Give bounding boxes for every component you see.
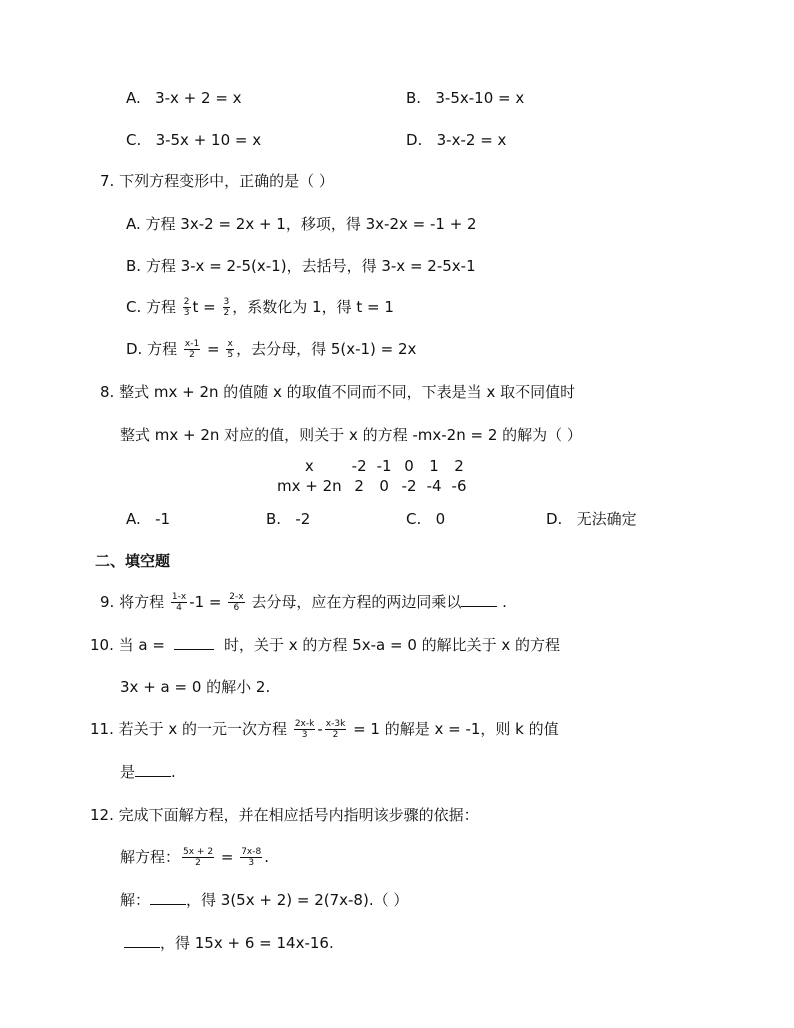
option-text: 3-5x + 10 = x — [155, 131, 262, 149]
option-letter: C. — [126, 131, 142, 149]
q7-option-d — [126, 339, 416, 360]
q12-stem: 12. 完成下面解方程，并在相应括号内指明该步骤的依据： — [90, 806, 479, 824]
numerator: x-3k — [325, 719, 346, 729]
q8-option-c — [406, 509, 445, 529]
q11-line2 — [120, 762, 176, 782]
numerator: 3 — [223, 297, 230, 307]
table-cell: 2 — [454, 457, 464, 475]
table-row — [272, 456, 472, 476]
table-cell: -2 — [351, 457, 367, 475]
option-text: D. 方程 — [126, 340, 178, 358]
q8-stem-line1: 8. 整式 mx + 2n 的值随 x 的取值不同而不同，下表是当 x 取不同值时 — [100, 383, 576, 401]
option-text: = — [206, 340, 220, 358]
denominator: 2 — [189, 350, 195, 360]
q6-option-b — [406, 88, 524, 108]
q7-stem: 7. 下列方程变形中，正确的是（ ） — [100, 172, 334, 190]
option-text: ，系数化为 1，得 t = 1 — [232, 298, 394, 316]
numerator: 1-x — [171, 592, 187, 602]
table-cell: 2 — [354, 477, 364, 495]
q6-option-d — [406, 130, 506, 150]
q8-stem-line2: 整式 mx + 2n 对应的值，则关于 x 的方程 -mx-2n = 2 的解为（ ） — [120, 426, 582, 444]
table-cell: 0 — [404, 457, 414, 475]
question-text: ，得 3(5x + 2) = 2(7x-8).（ ） — [186, 891, 409, 909]
table-cell: mx + 2n — [277, 477, 342, 495]
numerator: 7x-8 — [241, 847, 262, 857]
question-text: 解： — [120, 891, 151, 909]
question-text: -1 = — [189, 593, 222, 611]
option-letter: D. — [406, 131, 423, 149]
question-text: 解方程： — [120, 848, 181, 866]
numerator: x — [227, 339, 233, 349]
option-text: 3-5x-10 = x — [435, 89, 525, 107]
q11-line1 — [90, 719, 559, 740]
table-cell: 0 — [379, 477, 389, 495]
numerator: x-1 — [184, 339, 200, 349]
question-text: . — [171, 763, 176, 781]
table-cell: 1 — [429, 457, 439, 475]
q6-option-c — [126, 130, 261, 150]
question-text: 时，关于 x 的方程 5x-a = 0 的解比关于 x 的方程 — [224, 636, 561, 654]
fraction — [294, 719, 316, 740]
q10-line1 — [90, 635, 560, 655]
denominator: 3 — [301, 730, 308, 740]
table-cell: -2 — [401, 477, 417, 495]
table-cell: -6 — [451, 477, 467, 495]
denominator: 3 — [183, 308, 190, 318]
option-text: 3-x + 2 = x — [155, 89, 242, 107]
numerator: 2-x — [229, 592, 244, 602]
q8-value-table — [272, 456, 472, 496]
option-text: t = — [192, 298, 216, 316]
question-text: 是 — [120, 763, 136, 781]
answer-blank[interactable] — [124, 933, 160, 948]
fraction — [182, 847, 214, 868]
option-text: -2 — [295, 510, 311, 528]
option-text: 3-x-2 = x — [436, 131, 507, 149]
question-text: - — [317, 720, 323, 738]
q7-option-a: A. 方程 3x-2 = 2x + 1，移项，得 3x-2x = -1 + 2 — [126, 215, 477, 233]
answer-blank[interactable] — [135, 762, 171, 777]
option-letter: B. — [406, 89, 422, 107]
option-letter: D. — [546, 510, 563, 528]
q9 — [100, 592, 507, 613]
q8-option-d — [546, 509, 637, 529]
q6-option-a — [126, 88, 242, 108]
q7-option-b: B. 方程 3-x = 2-5(x-1)，去括号，得 3-x = 2-5x-1 — [126, 257, 476, 275]
answer-blank[interactable] — [174, 635, 214, 650]
option-text: ，去分母，得 5(x-1) = 2x — [236, 340, 417, 358]
table-cell: x — [304, 457, 314, 475]
denominator: 6 — [233, 603, 240, 613]
option-letter: B. — [266, 510, 282, 528]
option-text: C. 方程 — [126, 298, 177, 316]
denominator: 5 — [227, 350, 234, 360]
q12-solution-step1 — [120, 890, 408, 910]
table-row — [272, 476, 472, 496]
q8-option-a — [126, 509, 170, 529]
fraction — [226, 339, 234, 360]
fraction — [171, 592, 187, 613]
answer-blank[interactable] — [461, 592, 497, 607]
denominator: 2 — [332, 730, 339, 740]
question-text: 去分母，应在方程的两边同乘以 — [251, 593, 462, 611]
q8-option-b — [266, 509, 310, 529]
fraction — [223, 297, 231, 318]
q12-solution-step2 — [124, 933, 334, 953]
q10-line2: 3x + a = 0 的解小 2. — [120, 678, 271, 696]
question-text: . — [264, 848, 270, 866]
question-text: ，得 15x + 6 = 14x-16. — [160, 934, 334, 952]
denominator: 3 — [248, 858, 255, 868]
option-text: -1 — [155, 510, 171, 528]
option-letter: A. — [126, 89, 141, 107]
denominator: 2 — [195, 858, 201, 868]
numerator: 2 — [183, 297, 190, 307]
question-text: 9. 将方程 — [100, 593, 165, 611]
option-text: 0 — [435, 510, 446, 528]
option-text: 无法确定 — [576, 510, 637, 528]
fraction — [240, 847, 262, 868]
section-heading: 二、填空题 — [95, 552, 171, 570]
question-text: . — [502, 593, 507, 611]
table-cell: -1 — [376, 457, 392, 475]
option-letter: C. — [406, 510, 422, 528]
denominator: 4 — [176, 603, 182, 613]
q12-equation — [120, 847, 269, 868]
fraction — [183, 297, 191, 318]
answer-blank[interactable] — [150, 890, 186, 905]
question-text: 10. 当 a = — [90, 636, 165, 654]
fraction — [184, 339, 200, 360]
numerator: 5x + 2 — [183, 847, 214, 857]
question-text: = 1 的解是 x = -1，则 k 的值 — [353, 720, 559, 738]
table-cell: -4 — [426, 477, 442, 495]
fraction — [228, 592, 244, 613]
question-text: = — [220, 848, 234, 866]
q7-option-c — [126, 297, 394, 318]
option-letter: A. — [126, 510, 141, 528]
question-text: 11. 若关于 x 的一元一次方程 — [90, 720, 288, 738]
numerator: 2x-k — [294, 719, 315, 729]
fraction — [325, 719, 347, 740]
denominator: 2 — [223, 308, 230, 318]
